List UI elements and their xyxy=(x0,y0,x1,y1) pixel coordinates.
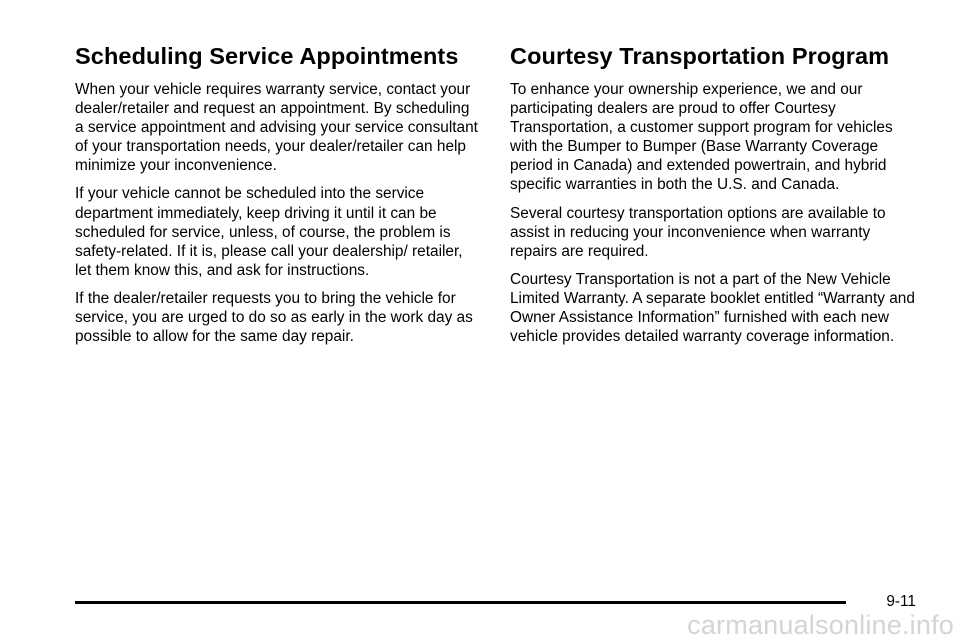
right-column xyxy=(510,41,930,355)
paragraph: If the dealer/retailer requests you to bring the vehicle for service, you are urged to do so as early in the work day as possible to allow for the same day repair. xyxy=(75,289,473,346)
left-column xyxy=(75,41,495,355)
paragraph: When your vehicle requires warranty service, contact your dealer/retailer and request an appointment. By scheduling a service appointment and advising your service consultant of your transportation needs, your dealer/retailer can help minimize your inconvenience. xyxy=(75,81,478,175)
paragraph: To enhance your ownership experience, we and our participating dealers are proud to offer Courtesy Transportation, a customer support program for vehicles with the Bumper to Bumper (Base Warranty Coverage period in Canada) and extended powertrain, and hybrid specific warranties in both the U.S. and Canada. xyxy=(510,81,893,194)
paragraph: Several courtesy transportation options are available to assist in reducing your inconvenience when warranty repairs are required. xyxy=(510,204,886,260)
section-title-courtesy-transportation: Courtesy Transportation Program xyxy=(510,43,890,69)
paragraph: Courtesy Transportation is not a part of the New Vehicle Limited Warranty. A separate booklet entitled “Warranty and Owner Assistance Information” furnished with each new vehicle provides detailed warranty coverage information. xyxy=(510,270,915,346)
paragraph: If your vehicle cannot be scheduled into the service department immediately, keep driving it until it can be scheduled for service, unless, of course, the problem is safety-related. If it is, please call your dealership/ retailer, let them know this, and ask for instructions. xyxy=(75,185,463,279)
section-title-scheduling: Scheduling Service Appointments xyxy=(75,43,459,69)
page-number: 9-11 xyxy=(886,593,916,610)
footer-rule xyxy=(75,601,846,604)
watermark-text: carmanualsonline.info xyxy=(687,610,954,640)
